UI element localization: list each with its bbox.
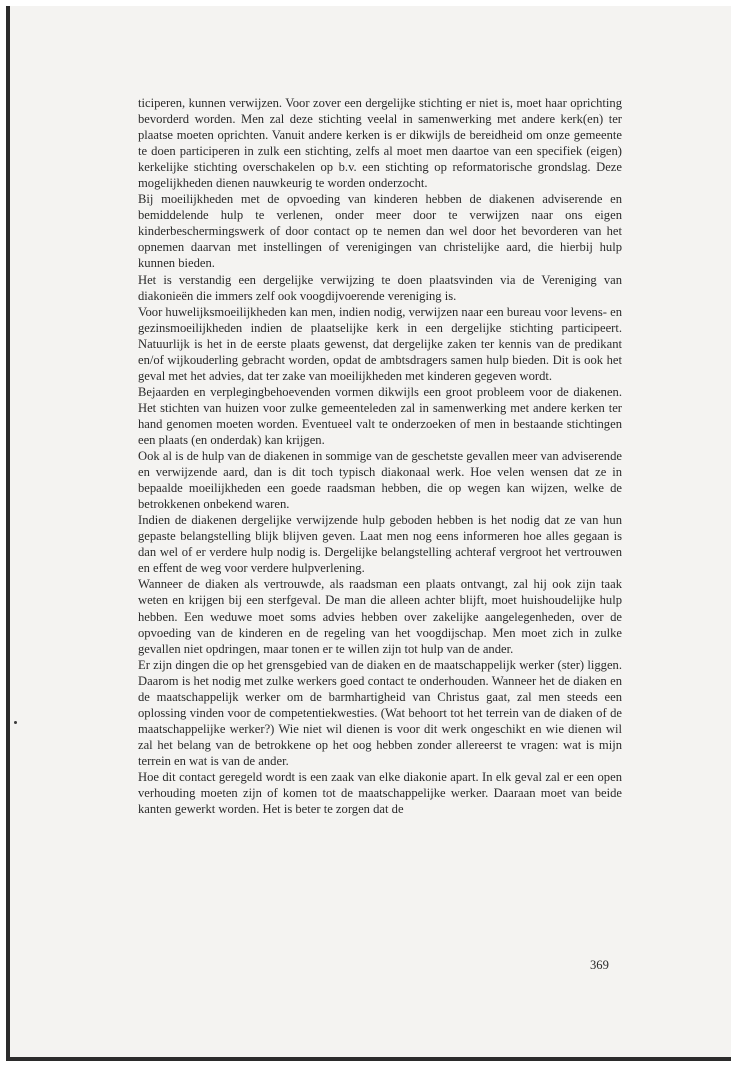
paragraph-2: Bij moeilijkheden met de opvoeding van kinderen hebben de diakenen adviserende en bemiddelende hulp te verlenen, onder meer door te verwijzen naar ons eigen kinderbeschermingswerk of door contact op te nemen dan wel door het bevorderen van het opnemen daarvan met instellingen of verenigingen van christelijke aard, die hierbij hulp kunnen bieden. [138, 192, 622, 271]
paragraph-8: Wanneer de diaken als vertrouwde, als raadsman een plaats ontvangt, zal hij ook zijn taak weten en krijgen bij een sterfgeval. De man die alleen achter blijft, moet huishoudelijke hulp hebben. Een weduwe moet soms advies hebben over zakelijke aangelegenheden, over de opvoeding van de kinderen en de regeling van het voogdijschap. Men moet zich in zulke gevallen niet opdringen, maar tonen er te willen zijn tot hulp van de ander. [138, 577, 622, 656]
paragraph-1: ticiperen, kunnen verwijzen. Voor zover een dergelijke stichting er niet is, moet haar oprichting bevorderd worden. Men zal deze stichting veelal in samenwerking met andere kerk(en) ter plaatse moeten oprichten. Vanuit andere kerken is er dikwijls de bereidheid om onze gemeente te doen participeren in zulk een stichting, zelfs al moet men daartoe van een specifiek (eigen) kerkelijke stichting overschakelen op b.v. een stichting op reformatorische grondslag. Deze mogelijkheden dienen nauwkeurig te worden onderzocht. [138, 96, 622, 191]
paragraph-9: Er zijn dingen die op het grensgebied van de diaken en de maatschappelijk werker (ster) liggen. Daarom is het nodig met zulke werkers goed contact te onderhouden. Wanneer het de diaken en de maatschappelijk werker om de barmhartigheid van Christus gaat, zal men steeds een oplossing vinden voor de competentiekwesties. (Wat behoort tot het terrein van de diaken of de maatschappelijke werker?) Wie niet wil dienen is voor dit werk ongeschikt en wie dienen wil zal het belang van de betrokkene op het oog hebben zonder allereerst te vragen: wat is mijn terrein en wat is van de ander. [138, 657, 622, 768]
body-text [138, 95, 622, 817]
paragraph-10: Hoe dit contact geregeld wordt is een zaak van elke diakonie apart. In elk geval zal er een open verhouding moeten zijn of komen tot de maatschappelijke werker. Daaraan moet van beide kanten gewerkt worden. Het is beter te zorgen dat de [138, 769, 622, 817]
paragraph-5: Bejaarden en verplegingbehoevenden vormen dikwijls een groot probleem voor de diakenen. Het stichten van huizen voor zulke gemeenteleden zal in samenwerking met andere kerken ter hand genomen moeten worden. Eventueel valt te onderzoeken of men in bestaande stichtingen een plaats (en onderdak) kan krijgen. [138, 384, 622, 447]
page-number: 369 [590, 958, 609, 972]
paragraph-7: Indien de diakenen dergelijke verwijzende hulp geboden hebben is het nodig dat ze van hun gepaste belangstelling blijk blijven geven. Laat men nog eens informeren hoe alles gegaan is dan wel of er verdere hulp nodig is. Dergelijke belangstelling achteraf vergroot het vertrouwen en effent de weg voor verdere hulpverlening. [138, 513, 622, 576]
paragraph-6: Ook al is de hulp van de diakenen in sommige van de geschetste gevallen meer van adviserende en verwijzende aard, dan is dit toch typisch diakonaal werk. Hoe velen wensen dat ze in bepaalde moeilijkheden een goede raadsman hebben, die op wegen kan wijzen, welke de betrokkenen onbekend waren. [138, 449, 622, 512]
paragraph-4: Voor huwelijksmoeilijkheden kan men, indien nodig, verwijzen naar een bureau voor levens- en gezinsmoeilijkheden indien de plaatselijke kerk in een dergelijke stichting participeert. Natuurlijk is het in de eerste plaats gewenst, dat dergelijke zaken ter kennis van de predikant en/of wijkouderling gebracht worden, opdat de ambtsdragers samen hulp bieden. Dit is ook het geval met het advies, dat ter zake van moeilijkheden met kinderen gegeven wordt. [138, 304, 622, 383]
paragraph-3: Het is verstandig een dergelijke verwijzing te doen plaatsvinden via de Vereniging van diakonieën die immers zelf ook voogdijvoerende vereniging is. [138, 272, 622, 303]
margin-mark [14, 721, 17, 724]
